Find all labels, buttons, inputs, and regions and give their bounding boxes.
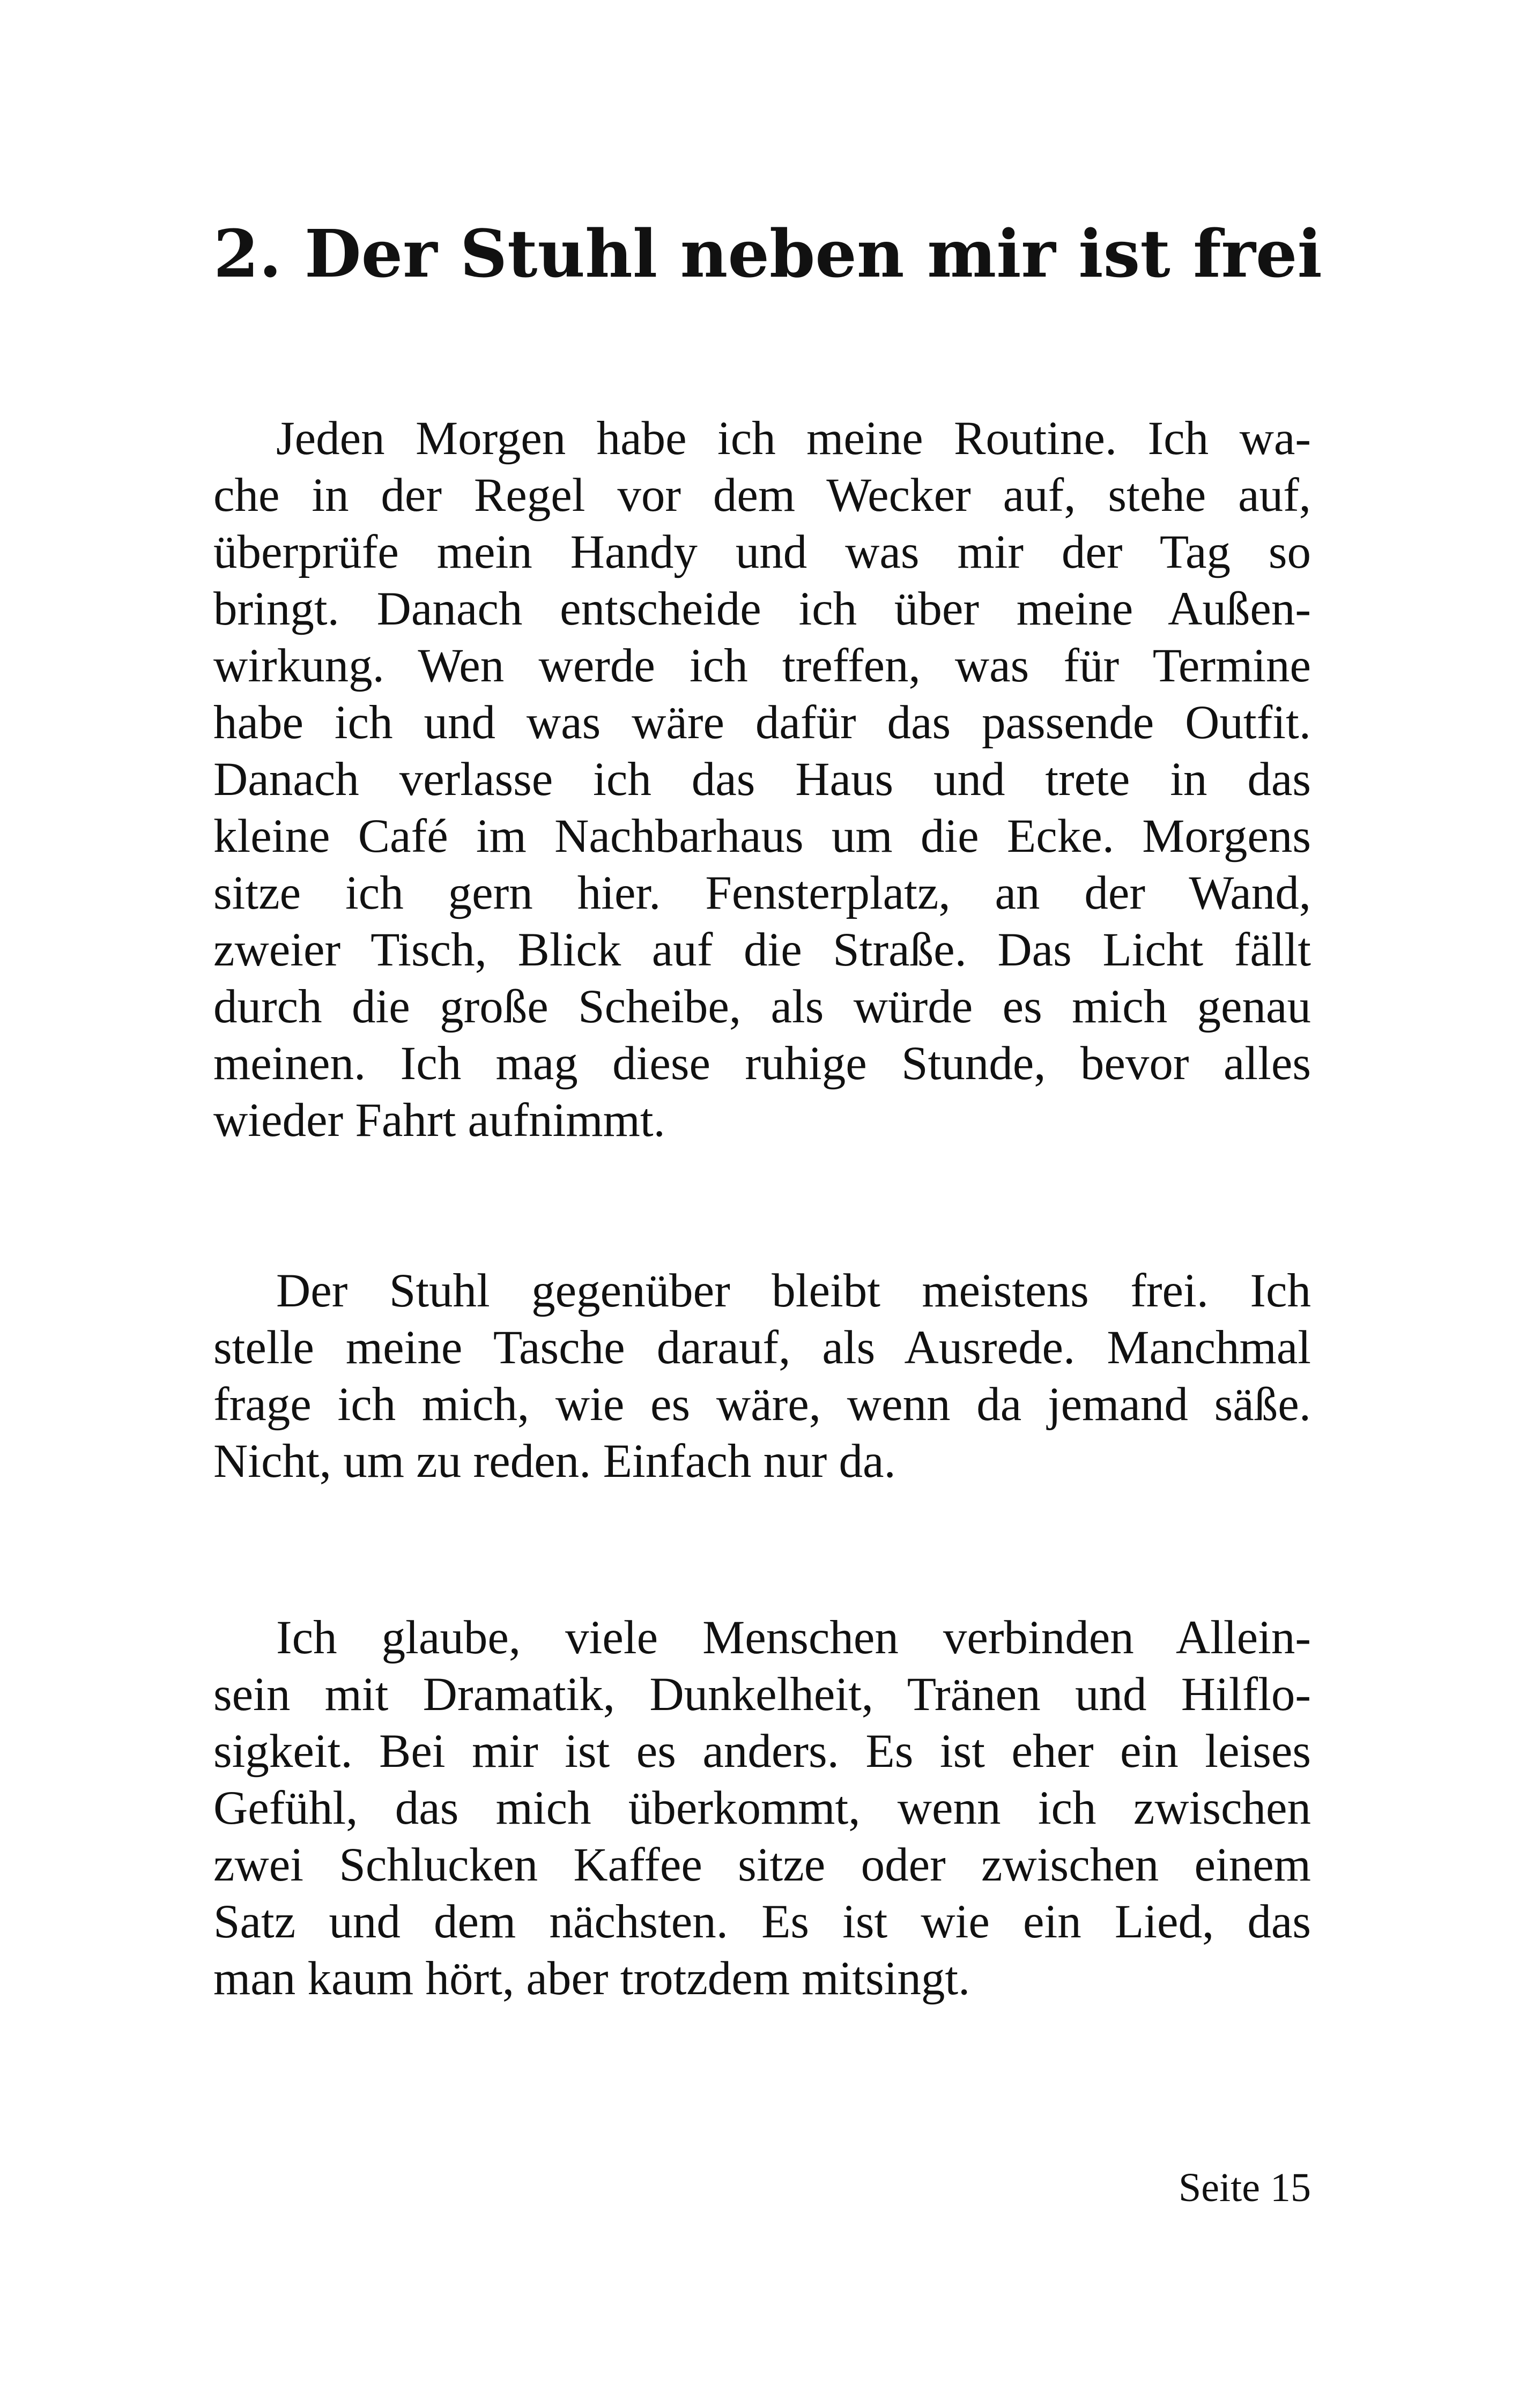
paragraph-2 xyxy=(213,1262,1311,1490)
chapter-title: 2. Der Stuhl neben mir ist frei xyxy=(213,215,1322,292)
text-line: sein mit Dramatik, Dunkelheit, Tränen und Hilflo- xyxy=(213,1668,1311,1721)
text-line: kleine Café im Nachbarhaus um die Ecke. Morgens xyxy=(213,810,1311,863)
paragraph-3 xyxy=(213,1609,1311,2007)
page-number: Seite 15 xyxy=(1179,2165,1311,2210)
text-line: Nicht, um zu reden. Einfach nur da. xyxy=(213,1435,896,1488)
text-line: man kaum hört, aber trotzdem mitsingt. xyxy=(213,1952,970,2005)
text-line: Der Stuhl gegenüber bleibt meistens frei. Ich xyxy=(276,1265,1311,1317)
text-line: Jeden Morgen habe ich meine Routine. Ich wa- xyxy=(276,412,1311,465)
text-line: wieder Fahrt aufnimmt. xyxy=(213,1094,665,1147)
text-line: wirkung. Wen werde ich treffen, was für Termine xyxy=(213,640,1311,692)
text-line: meinen. Ich mag diese ruhige Stunde, bevor alles xyxy=(213,1037,1311,1090)
text-line: habe ich und was wäre dafür das passende Outfit. xyxy=(213,696,1311,749)
text-line: sitze ich gern hier. Fensterplatz, an der Wand, xyxy=(213,867,1311,919)
text-line: frage ich mich, wie es wäre, wenn da jemand säße. xyxy=(213,1378,1311,1431)
text-line: bringt. Danach entscheide ich über meine Außen- xyxy=(213,583,1311,635)
text-line: Danach verlasse ich das Haus und trete in das xyxy=(213,753,1311,806)
text-line: Gefühl, das mich überkommt, wenn ich zwischen xyxy=(213,1782,1311,1834)
text-line: überprüfe mein Handy und was mir der Tag so xyxy=(213,526,1311,578)
text-line: durch die große Scheibe, als würde es mich genau xyxy=(213,980,1311,1033)
text-line: Satz und dem nächsten. Es ist wie ein Lied, das xyxy=(213,1896,1311,1948)
text-line: Ich glaube, viele Menschen verbinden Allein- xyxy=(276,1611,1311,1664)
text-line: zwei Schlucken Kaffee sitze oder zwischen einem xyxy=(213,1839,1311,1891)
text-line: che in der Regel vor dem Wecker auf, stehe auf, xyxy=(213,469,1311,522)
text-line: stelle meine Tasche darauf, als Ausrede. Manchmal xyxy=(213,1321,1311,1374)
paragraph-1 xyxy=(213,410,1311,1149)
text-line: zweier Tisch, Blick auf die Straße. Das Licht fällt xyxy=(213,924,1311,976)
text-line: sigkeit. Bei mir ist es anders. Es ist eher ein leises xyxy=(213,1725,1311,1778)
